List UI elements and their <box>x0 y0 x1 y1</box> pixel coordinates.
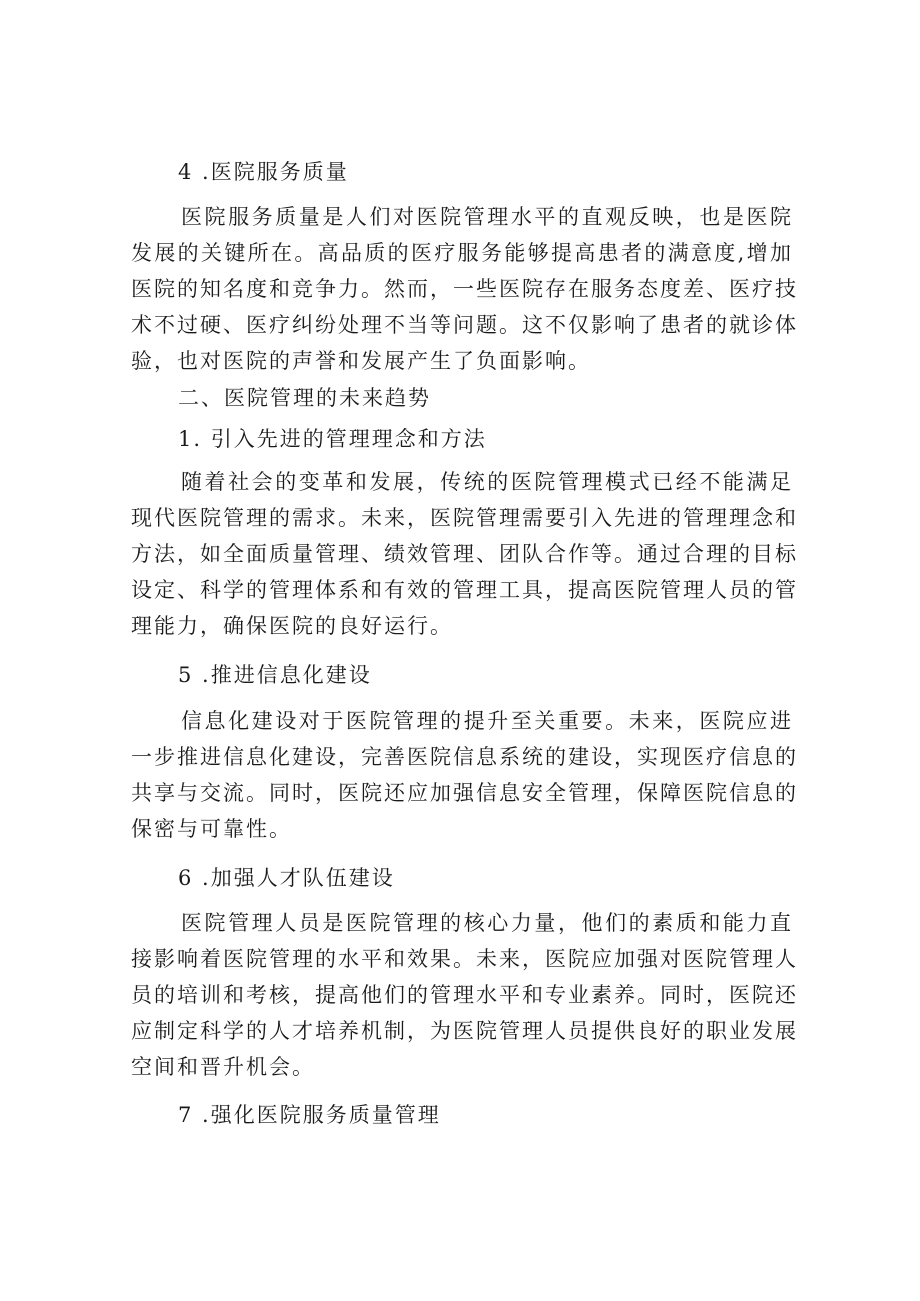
paragraph-line: 设定、科学的管理体系和有效的管理工具，提高医院管理人员的管 <box>131 578 798 602</box>
paragraph-line: 保密与可靠性。 <box>131 817 292 841</box>
section-heading-7: 7 .强化医院服务质量管理 <box>178 1103 441 1127</box>
paragraph-line: 随着社会的变革和发展，传统的医院管理模式已经不能满足 <box>181 470 793 494</box>
paragraph-line: 验，也对医院的声誉和发展产生了负面影响。 <box>131 349 591 373</box>
paragraph-line: 一步推进信息化建设，完善医院信息系统的建设，实现医疗信息的 <box>131 745 798 769</box>
paragraph-line: 术不过硬、医疗纠纷处理不当等问题。这不仅影响了患者的就诊体 <box>131 313 798 337</box>
paragraph-line: 理能力，确保医院的良好运行。 <box>131 614 453 638</box>
paragraph-line: 信息化建设对于医院管理的提升至关重要。未来，医院应进 <box>181 709 793 733</box>
paragraph-line: 方法，如全面质量管理、绩效管理、团队合作等。通过合理的目标 <box>131 542 798 566</box>
paragraph-line: 空间和晋升机会。 <box>131 1055 315 1079</box>
section-heading-1: 1. 引入先进的管理理念和方法 <box>178 427 487 451</box>
paragraph-line: 医院的知名度和竞争力。然而，一些医院存在服务态度差、医疗技 <box>131 277 798 301</box>
section-heading-5: 5 .推进信息化建设 <box>178 663 372 687</box>
section-heading-6: 6 .加强人才队伍建设 <box>178 866 395 890</box>
section-heading-4: 4 .医院服务质量 <box>178 160 349 184</box>
paragraph-line: 共享与交流。同时，医院还应加强信息安全管理，保障医院信息的 <box>131 781 798 805</box>
paragraph-line: 发展的关键所在。高品质的医疗服务能够提高患者的满意度,增加 <box>131 241 793 265</box>
paragraph-line: 医院管理人员是医院管理的核心力量，他们的素质和能力直 <box>181 911 793 935</box>
paragraph-line: 医院服务质量是人们对医院管理水平的直观反映，也是医院 <box>181 205 793 229</box>
paragraph-line: 应制定科学的人才培养机制，为医院管理人员提供良好的职业发展 <box>131 1019 798 1043</box>
chapter-heading: 二、医院管理的未来趋势 <box>178 386 431 410</box>
paragraph-line: 现代医院管理的需求。未来，医院管理需要引入先进的管理理念和 <box>131 506 798 530</box>
paragraph-line: 员的培训和考核，提高他们的管理水平和专业素养。同时，医院还 <box>131 983 798 1007</box>
paragraph-line: 接影响着医院管理的水平和效果。未来，医院应加强对医院管理人 <box>131 947 798 971</box>
